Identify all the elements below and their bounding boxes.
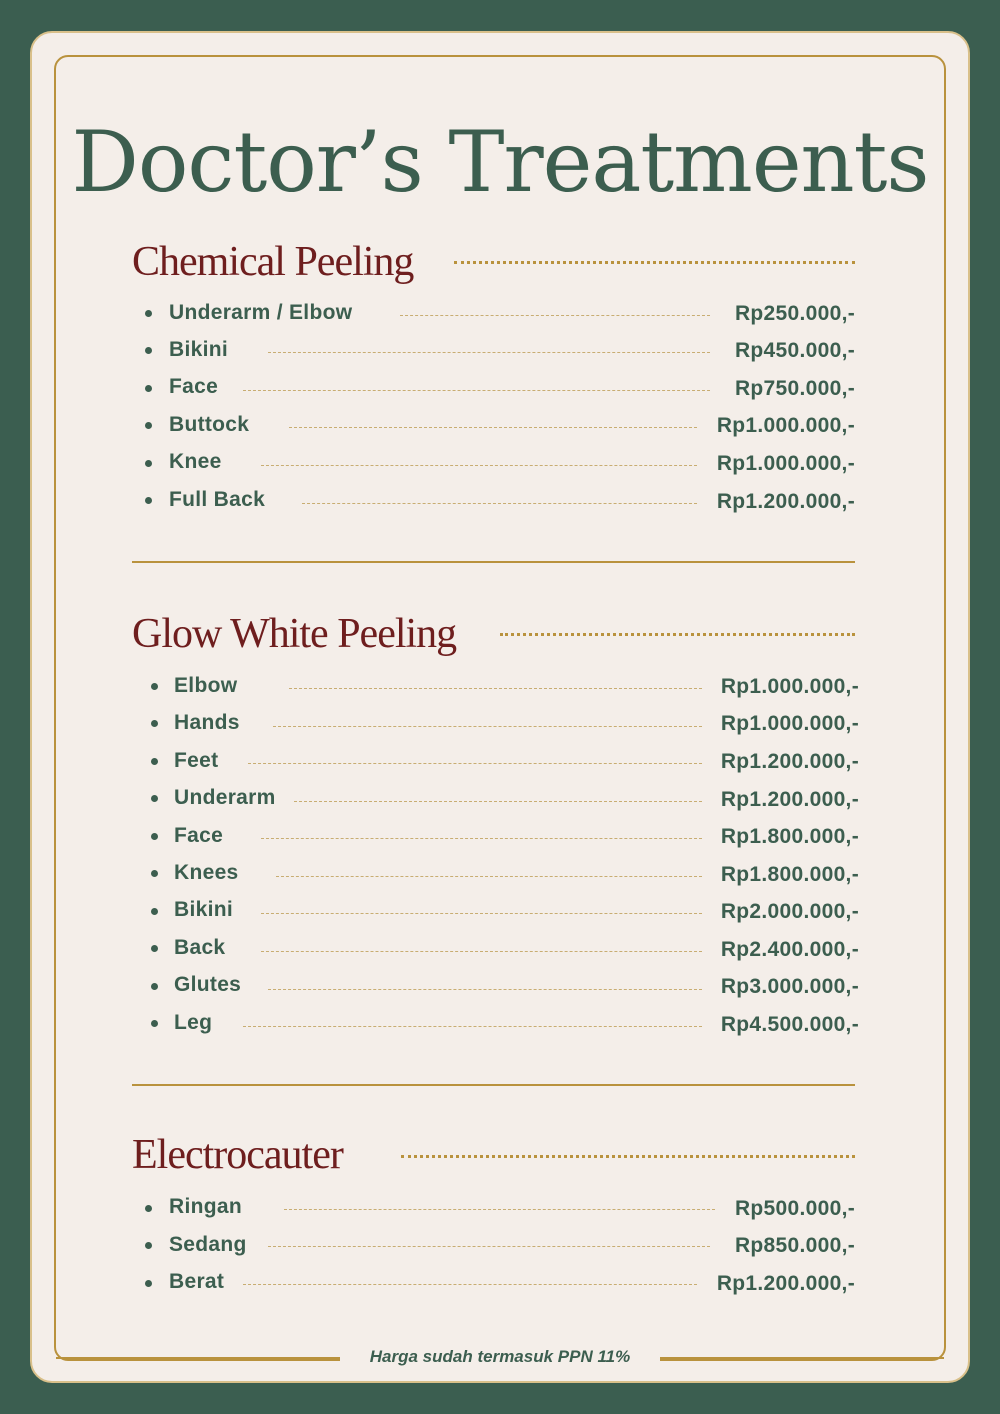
dotted-leader	[268, 1246, 710, 1247]
item-name: Face	[174, 824, 224, 847]
bullet-icon	[151, 795, 158, 802]
bullet-icon	[145, 385, 152, 392]
dotted-leader	[289, 427, 697, 428]
dotted-leader	[261, 913, 702, 914]
bullet-icon	[145, 422, 152, 429]
item-name: Underarm	[174, 786, 276, 809]
section-divider	[132, 1084, 855, 1086]
item-name: Hands	[174, 711, 240, 734]
bullet-icon	[151, 983, 158, 990]
bullet-icon	[151, 683, 158, 690]
page-title: Doctor’s Treatments	[71, 113, 929, 211]
dotted-leader	[261, 951, 702, 952]
item-name: Sedang	[169, 1233, 247, 1256]
item-name: Underarm / Elbow	[169, 301, 353, 324]
item-price: Rp1.200.000,-	[716, 1272, 855, 1295]
item-price: Rp1.200.000,-	[720, 750, 859, 773]
bullet-icon	[151, 945, 158, 952]
dotted-leader	[268, 352, 710, 353]
dotted-leader	[243, 1284, 697, 1285]
item-name: Buttock	[169, 413, 250, 436]
dotted-leader	[261, 838, 702, 839]
bullet-icon	[151, 758, 158, 765]
heading-dotted-rule	[401, 1155, 855, 1158]
heading-dotted-rule	[500, 633, 855, 636]
item-price: Rp250.000,-	[734, 302, 855, 325]
bullet-icon	[151, 1020, 158, 1027]
item-price: Rp450.000,-	[734, 339, 855, 362]
bullet-icon	[151, 720, 158, 727]
dotted-leader	[261, 465, 697, 466]
dotted-leader	[284, 1209, 715, 1210]
item-price: Rp3.000.000,-	[720, 975, 859, 998]
item-name: Knee	[169, 450, 222, 473]
item-name: Feet	[174, 749, 219, 772]
item-price: Rp1.000.000,-	[716, 414, 855, 437]
bullet-icon	[145, 1242, 152, 1249]
item-price: Rp750.000,-	[734, 377, 855, 400]
item-price: Rp2.000.000,-	[720, 900, 859, 923]
item-price: Rp1.000.000,-	[716, 452, 855, 475]
item-name: Berat	[169, 1270, 225, 1293]
item-price: Rp1.800.000,-	[720, 863, 859, 886]
dotted-leader	[243, 390, 710, 391]
dotted-leader	[276, 876, 702, 877]
dotted-leader	[248, 763, 702, 764]
footer-rule-left	[56, 1357, 344, 1359]
heading-dotted-rule	[454, 261, 855, 264]
item-name: Leg	[174, 1011, 213, 1034]
section-heading: Glow White Peeling	[132, 611, 457, 657]
bullet-icon	[145, 1280, 152, 1287]
item-name: Glutes	[174, 973, 242, 996]
item-price: Rp1.800.000,-	[720, 825, 859, 848]
item-price: Rp4.500.000,-	[720, 1013, 859, 1036]
item-price: Rp1.200.000,-	[720, 788, 859, 811]
dotted-leader	[273, 726, 702, 727]
bullet-icon	[145, 347, 152, 354]
bullet-icon	[151, 833, 158, 840]
item-name: Ringan	[169, 1195, 242, 1218]
bullet-icon	[145, 497, 152, 504]
tax-note: Harga sudah termasuk PPN 11%	[340, 1345, 660, 1369]
section-heading: Electrocauter	[132, 1132, 343, 1178]
item-price: Rp2.400.000,-	[720, 938, 859, 961]
bullet-icon	[151, 908, 158, 915]
item-price: Rp1.200.000,-	[716, 490, 855, 513]
bullet-icon	[145, 1205, 152, 1212]
section-heading: Chemical Peeling	[132, 239, 414, 285]
bullet-icon	[145, 310, 152, 317]
dotted-leader	[302, 503, 697, 504]
item-name: Knees	[174, 861, 239, 884]
section-divider	[132, 561, 855, 563]
item-price: Rp500.000,-	[734, 1197, 855, 1220]
item-price: Rp1.000.000,-	[720, 712, 859, 735]
dotted-leader	[294, 801, 702, 802]
bullet-icon	[145, 460, 152, 467]
bullet-icon	[151, 870, 158, 877]
dotted-leader	[400, 315, 710, 316]
item-name: Elbow	[174, 674, 238, 697]
footer-rule-right	[656, 1357, 944, 1359]
item-name: Face	[169, 375, 219, 398]
item-name: Bikini	[174, 898, 233, 921]
item-name: Full Back	[169, 488, 266, 511]
dotted-leader	[289, 688, 702, 689]
item-name: Back	[174, 936, 226, 959]
item-price: Rp1.000.000,-	[720, 675, 859, 698]
item-name: Bikini	[169, 338, 228, 361]
dotted-leader	[268, 989, 702, 990]
dotted-leader	[243, 1026, 702, 1027]
item-price: Rp850.000,-	[734, 1234, 855, 1257]
